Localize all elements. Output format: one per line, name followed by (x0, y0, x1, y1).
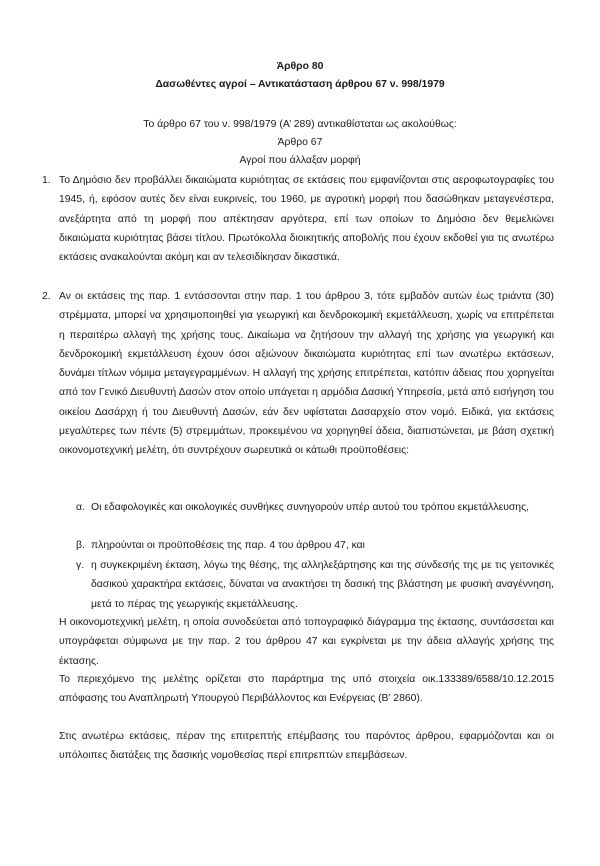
sub-item-c (76, 556, 554, 614)
inner-article-number: Άρθρο 67 (277, 137, 323, 148)
intro-line: Το άρθρο 67 του ν. 998/1979 (Α’ 289) αντικαθίσταται ως ακολούθως: (143, 119, 457, 130)
article-title: Δασωθέντες αγροί – Αντικατάσταση άρθρου 67 ν. 998/1979 (155, 79, 445, 90)
sub-item-b (76, 536, 554, 555)
paragraph-other-provisions: Στις ανωτέρω εκτάσεις, πέραν της επιτρεπτής επέμβασης του παρόντος άρθρου, εφαρμόζονται και οι υπόλοιπες διατάξεις της δασικής νομοθεσίας περί επιτρεπτών επεμβάσεων. (59, 731, 554, 762)
list-item-number: 2. (42, 291, 51, 302)
paragraph-study: Η οικονομοτεχνική μελέτη, η οποία συνοδεύεται από τοπογραφικό διάγραμμα της έκτασης, συντάσσεται και υπογράφεται σύμφωνα με την παρ. 2 του άρθρου 47 και εγκρίνεται με την άδεια αλλαγής χρήσης της έκτασης. (59, 617, 554, 667)
article-number: Άρθρο 80 (276, 61, 324, 72)
paragraph-study-content: Το περιεχόμενο της μελέτης ορίζεται στο παράρτημα της υπό στοιχεία οικ.133389/6588/10.12.2015 απόφασης του Αναπληρωτή Υπουργού Περιβάλλοντος και Ενέργειας (Β’ 2860). (59, 674, 554, 705)
list-item-number: 1. (42, 175, 51, 186)
list-item-1 (42, 171, 554, 267)
sub-item-letter: β. (76, 540, 85, 551)
list-item-text: Αν οι εκτάσεις της παρ. 1 εντάσσονται στην παρ. 1 του άρθρου 3, τότε εμβαδόν αυτών έως τριάντα (30) στρέμματα, μπορεί να χρησιμοποιηθεί για γεωργική και δενδροκομική εκμετάλλευση, χωρίς να επιτρέπεται η περαιτέρω αλλαγή της χρήσης τους. Δικαίωμα να ζητήσουν την αλλαγή της χρήσης για γεωργική και δενδροκομική εκμετάλλευση έχουν όσοι αξιώνουν δικαιώματα κυριότητας επί των ανωτέρω εκτάσεων, δυνάμει τίτλων νόμιμα μεταγεγραμμένων. Η αλλαγή της χρήσης επιτρέπεται, κατόπιν άδειας που χορηγείται από τον Γενικό Διευθυντή Δασών στον οποίο υπάγεται η αρμόδια Δασική Υπηρεσία, μετά από εισήγηση του οικείου Δασάρχη ή του Διευθυντή Δασών, εάν δεν υφίσταται Δασαρχείο στον νομό. Ειδικά, για εκτάσεις μεγαλύτερες των πέντε (5) στρεμμάτων, προκειμένου να χορηγηθεί άδεια, διαπιστώνεται, με βάση σχετική οικονομοτεχνική μελέτη, ότι συντρέχουν σωρευτικά οι κάτωθι προϋποθέσεις: (59, 291, 554, 457)
list-item-2 (42, 287, 554, 461)
inner-article-title: Αγροί που άλλαξαν μορφή (239, 155, 361, 166)
list-item-text: Το Δημόσιο δεν προβάλλει δικαιώματα κυριότητας σε εκτάσεις που εμφανίζονται στις αεροφωτογραφίες του 1945, ή, εφόσον αυτές δεν είναι ευκρινείς, του 1960, με αγροτική μορφή που δασώθηκαν μεταγενέστερα, ανεξάρτητα από τη μορφή που απέκτησαν αργότερα, επί των οποίων το Δημόσιο δεν θεμελιώνει δικαιώματα κυριότητας βάσει τίτλου. Πρωτόκολλα διοικητικής αποβολής που έχουν εκδοθεί για τις ανωτέρω εκτάσεις ανακαλούνται ακόμη και αν τελεσιδίκησαν δικαστικά. (59, 175, 554, 264)
sub-item-text: η συγκεκριμένη έκταση, λόγω της θέσης, της αλληλεξάρτησης και της σύνδεσής της με τις γειτονικές δασικού χαρακτήρα εκτάσεις, δύναται να ανακτήσει τη δασική της βλάστηση με φυσική αναγέννηση, μετά το πέρας της γεωργικής εκμετάλλευσης. (91, 560, 554, 610)
sub-item-a (76, 498, 554, 517)
sub-item-letter: γ. (76, 560, 85, 571)
sub-item-text: Οι εδαφολογικές και οικολογικές συνθήκες συνηγορούν υπέρ αυτού του τρόπου εκμετάλλευσης, (91, 502, 529, 513)
sub-item-text: πληρούνται οι προϋποθέσεις της παρ. 4 του άρθρου 47, και (91, 540, 365, 551)
sub-item-letter: α. (76, 502, 85, 513)
